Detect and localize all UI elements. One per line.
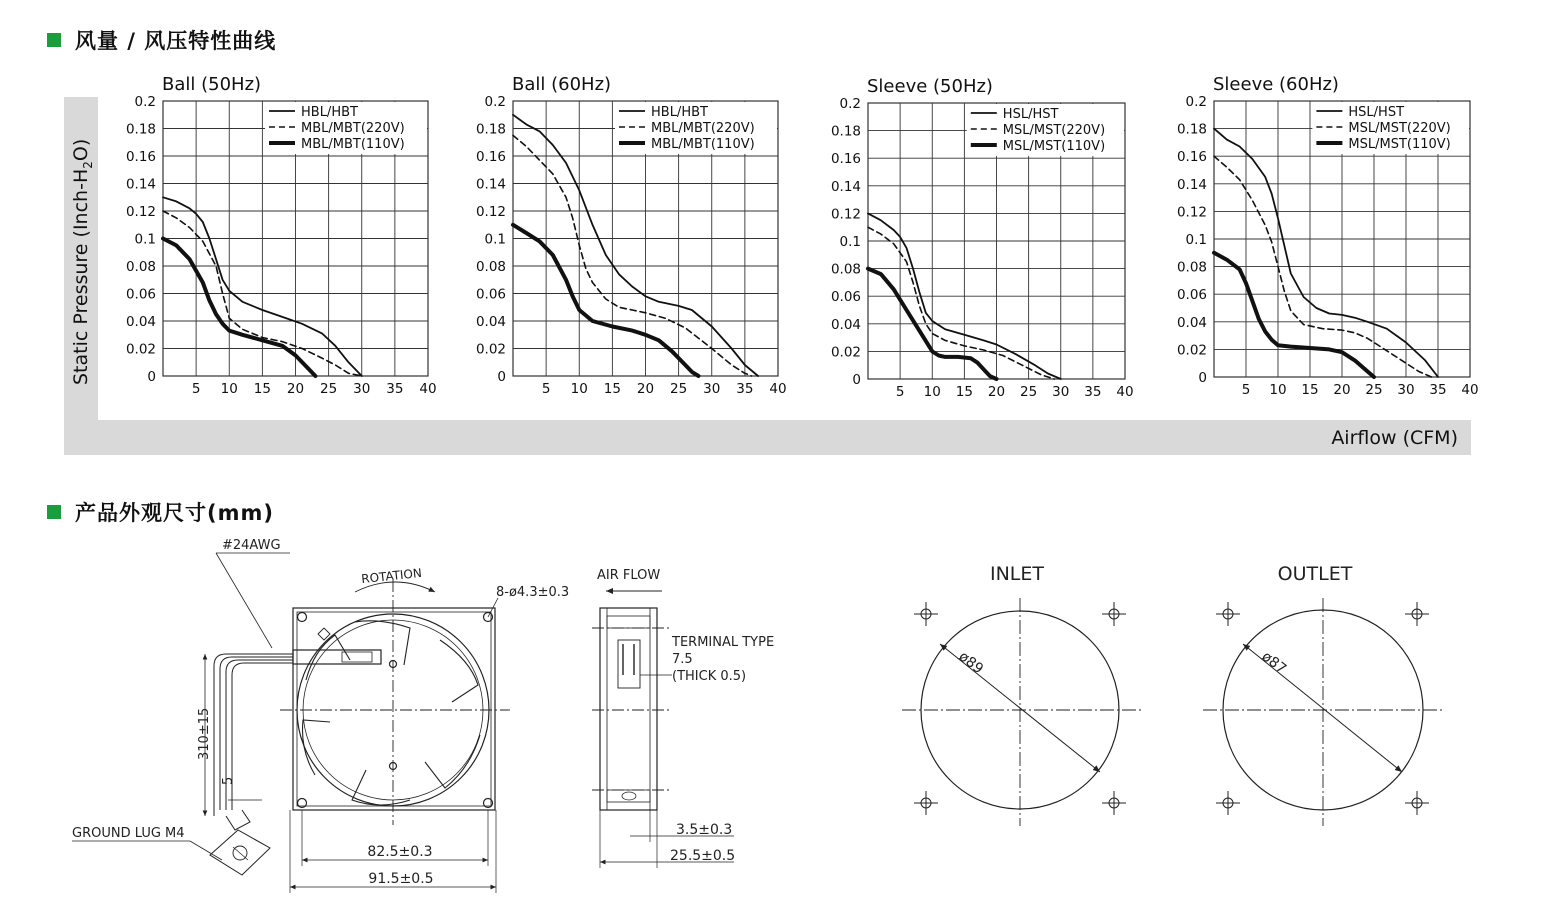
legend-label: HBL/HBT xyxy=(301,105,358,120)
y-tick-label: 0.2 xyxy=(1185,94,1207,110)
y-tick-label: 0.02 xyxy=(125,341,156,358)
x-tick-label: 10 xyxy=(1269,382,1287,398)
y-tick-label: 0 xyxy=(852,372,861,388)
x-tick-label: 20 xyxy=(636,381,655,397)
y-tick-label: 0.2 xyxy=(839,96,861,112)
legend-label: MBL/MBT(110V) xyxy=(651,137,755,152)
chart-2 xyxy=(476,74,787,397)
y-axis-label: Static Pressure $(Inch-H_2O)$ xyxy=(70,138,95,385)
dimensions-section xyxy=(0,470,1555,903)
x-tick-label: 40 xyxy=(1461,382,1479,398)
chart-title: Ball (50Hz) xyxy=(162,74,262,95)
dims-section-title: 产品外观尺寸(mm) xyxy=(75,501,274,525)
x-tick-label: 15 xyxy=(1301,382,1319,398)
y-tick-label: 0.12 xyxy=(475,204,506,220)
series-line-3 xyxy=(513,225,699,376)
chart-3 xyxy=(831,76,1134,400)
y-tick-label: 0.2 xyxy=(484,94,506,110)
legend-label: MBL/MBT(110V) xyxy=(301,137,405,152)
x-tick-label: 10 xyxy=(570,381,588,397)
inlet-label: INLET xyxy=(989,563,1045,585)
x-tick-label: 35 xyxy=(736,381,754,397)
inlet-diameter-label: ø89 xyxy=(955,648,987,678)
chart-4 xyxy=(1177,74,1479,398)
fan-blades xyxy=(303,621,481,805)
depth-label: 25.5±0.5 xyxy=(670,848,736,864)
charts-layer xyxy=(126,74,1479,400)
legend-label: MSL/MST(110V) xyxy=(1002,139,1106,154)
legend-label: MSL/MST(220V) xyxy=(1002,123,1106,138)
y-tick-label: 0.14 xyxy=(1176,176,1207,193)
rotation-label: ROTATION xyxy=(360,565,423,587)
y-tick-label: 0.08 xyxy=(830,261,861,278)
chart-title: Ball (60Hz) xyxy=(512,74,612,95)
hole-pitch-label: 82.5±0.3 xyxy=(367,844,433,860)
x-tick-label: 10 xyxy=(220,381,238,397)
cable-length-label: 310±15 xyxy=(197,707,212,760)
y-tick-label: 0.08 xyxy=(125,259,156,275)
y-tick-label: 0.06 xyxy=(1176,287,1207,304)
y-tick-label: 0 xyxy=(147,369,156,385)
y-tick-label: 0.16 xyxy=(830,151,861,168)
flange-label: 3.5±0.3 xyxy=(676,822,733,838)
x-tick-label: 5 xyxy=(1241,382,1251,398)
air-flow-label: AIR FLOW xyxy=(597,568,661,583)
x-tick-label: 35 xyxy=(386,381,404,397)
y-tick-label: 0.06 xyxy=(125,286,156,303)
inlet-drawing xyxy=(902,563,1143,826)
y-tick-label: 0 xyxy=(497,369,506,385)
lead-wires xyxy=(214,654,293,816)
series-line-1 xyxy=(1214,129,1438,377)
y-tick-label: 0.18 xyxy=(1176,121,1207,138)
legend-label: MSL/MST(110V) xyxy=(1348,137,1451,152)
x-tick-label: 20 xyxy=(987,384,1006,400)
holes-label: 8-ø4.3±0.3 xyxy=(496,585,570,600)
chart-1 xyxy=(126,74,437,397)
legend xyxy=(615,102,777,154)
legend xyxy=(967,104,1124,156)
x-tick-label: 40 xyxy=(1116,384,1134,400)
y-tick-label: 0.04 xyxy=(475,314,506,330)
terminal-thick-label: (THICK 0.5) xyxy=(672,669,747,684)
y-tick-label: 0.06 xyxy=(475,286,506,303)
y-tick-label: 0.2 xyxy=(134,94,156,110)
x-tick-label: 25 xyxy=(670,381,688,397)
x-tick-label: 10 xyxy=(923,384,941,400)
y-tick-label: 0.1 xyxy=(134,231,156,248)
y-tick-label: 0.08 xyxy=(475,259,506,275)
terminal-block xyxy=(618,640,640,688)
strip-length-label: 5 xyxy=(221,776,236,785)
y-tick-label: 0.04 xyxy=(830,316,861,333)
y-tick-label: 0.1 xyxy=(839,234,861,250)
fan-side-view xyxy=(592,568,774,868)
series-line-3 xyxy=(163,239,315,377)
legend xyxy=(1312,102,1469,154)
y-tick-label: 0.02 xyxy=(1176,342,1207,359)
x-tick-label: 20 xyxy=(1333,382,1351,398)
x-tick-label: 25 xyxy=(320,381,338,397)
y-tick-label: 0.02 xyxy=(475,341,506,358)
x-tick-label: 15 xyxy=(253,381,271,397)
legend-label: MBL/MBT(220V) xyxy=(651,121,755,136)
x-tick-label: 30 xyxy=(353,381,371,397)
y-tick-label: 0.1 xyxy=(484,231,506,248)
y-tick-label: 0.08 xyxy=(1176,259,1207,276)
x-tick-label: 15 xyxy=(955,384,973,400)
y-tick-label: 0.12 xyxy=(830,206,861,223)
y-tick-label: 0 xyxy=(1198,370,1207,386)
y-tick-label: 0.04 xyxy=(125,314,156,330)
x-tick-label: 15 xyxy=(603,381,621,397)
outlet-label: OUTLET xyxy=(1277,563,1353,585)
x-tick-label: 5 xyxy=(895,384,905,400)
centre-lines xyxy=(280,580,510,825)
fan-frame xyxy=(293,608,495,810)
ground-lug-label: GROUND LUG M4 xyxy=(72,826,185,841)
y-tick-label: 0.18 xyxy=(830,123,861,140)
x-tick-label: 40 xyxy=(769,381,787,397)
x-tick-label: 35 xyxy=(1429,382,1447,398)
x-tick-label: 20 xyxy=(286,381,305,397)
y-tick-label: 0.16 xyxy=(1176,149,1207,166)
dimension-drawing xyxy=(0,470,1555,903)
y-tick-label: 0.18 xyxy=(125,121,156,138)
x-tick-label: 40 xyxy=(419,381,437,397)
y-tick-label: 0.12 xyxy=(1176,204,1207,221)
wire-gauge-label: #24AWG xyxy=(222,538,281,553)
ground-lug xyxy=(210,810,270,875)
series-line-2 xyxy=(513,135,752,376)
y-tick-label: 0.06 xyxy=(830,289,861,306)
x-tick-label: 30 xyxy=(1397,382,1415,398)
y-tick-label: 0.16 xyxy=(125,149,156,165)
diamond-mark xyxy=(318,628,330,640)
legend-label: HSL/HST xyxy=(1348,105,1405,120)
outlet-drawing xyxy=(1203,563,1445,826)
y-tick-label: 0.1 xyxy=(1185,232,1207,248)
x-tick-label: 5 xyxy=(191,381,201,397)
fan-front-view xyxy=(72,538,569,893)
side-frame xyxy=(600,608,657,810)
legend-label: HBL/HBT xyxy=(651,105,708,120)
y-tick-label: 0.02 xyxy=(830,344,861,361)
x-tick-label: 35 xyxy=(1084,384,1102,400)
y-tick-label: 0.14 xyxy=(125,176,156,193)
y-tick-label: 0.04 xyxy=(1176,314,1207,331)
chart-title: Sleeve (60Hz) xyxy=(1213,74,1339,95)
frame-width-label: 91.5±0.5 xyxy=(368,871,434,887)
chart-title: Sleeve (50Hz) xyxy=(867,76,993,97)
legend-label: MSL/MST(220V) xyxy=(1348,121,1451,136)
y-tick-label: 0.18 xyxy=(475,121,506,138)
axis-band-horizontal xyxy=(64,420,1471,455)
x-tick-label: 25 xyxy=(1020,384,1038,400)
legend-label: HSL/HST xyxy=(1002,107,1059,122)
x-tick-label: 30 xyxy=(703,381,721,397)
y-tick-label: 0.14 xyxy=(475,176,506,193)
legend-label: MBL/MBT(220V) xyxy=(301,121,405,136)
terminal-type-label: TERMINAL TYPE xyxy=(672,635,775,650)
terminal-size-label: 7.5 xyxy=(672,652,693,667)
x-tick-label: 5 xyxy=(541,381,551,397)
x-tick-label: 30 xyxy=(1052,384,1070,400)
legend xyxy=(265,102,427,154)
y-tick-label: 0.14 xyxy=(830,178,861,195)
outlet-diameter-label: ø87 xyxy=(1258,648,1290,678)
curves-section-title: 风量 / 风压特性曲线 xyxy=(75,29,277,53)
x-tick-label: 25 xyxy=(1365,382,1383,398)
y-tick-label: 0.16 xyxy=(475,149,506,165)
x-axis-label: Airflow (CFM) xyxy=(1331,427,1458,449)
y-tick-label: 0.12 xyxy=(125,204,156,220)
